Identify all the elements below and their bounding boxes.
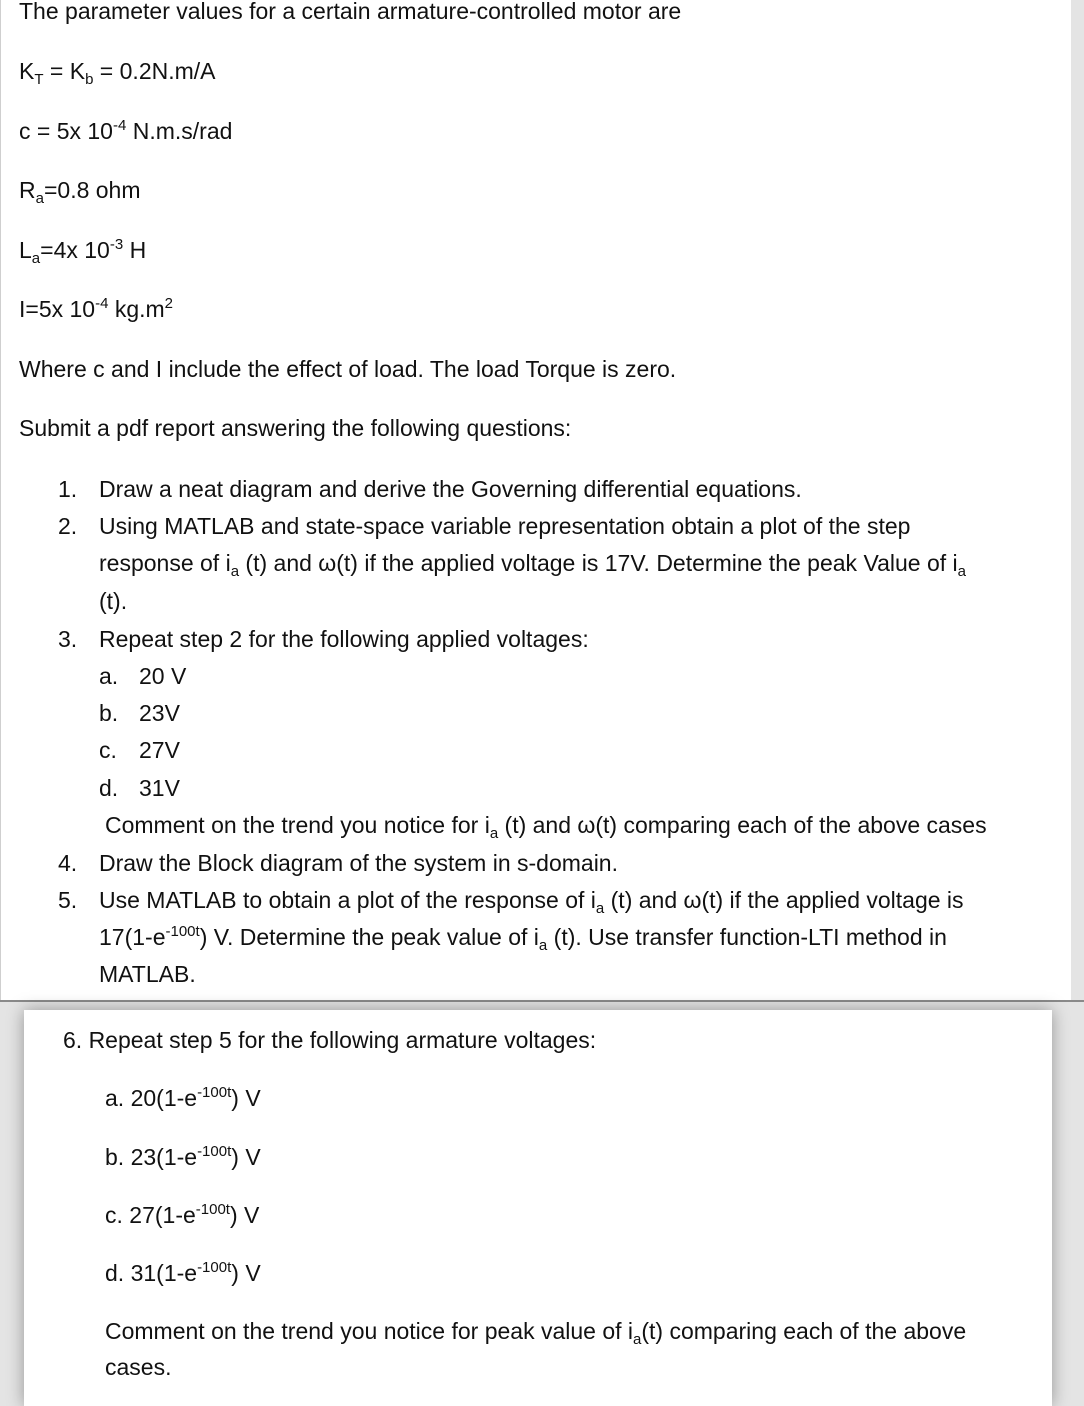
q4-text: Draw the Block diagram of the system in s-domain. [99,850,618,876]
param-c: c = 5x $10^{-4}$ N.m.s/rad [19,117,233,144]
q2-number: 2. [58,513,78,539]
q6-item: c. $27(1-e^{-100t})$ V [105,1201,260,1228]
q6-comment-line2: cases. [105,1354,172,1380]
intro-text: The parameter values for a certain armature-controlled motor are [19,0,682,24]
q3-text: Repeat step 2 for the following applied voltages: [99,626,589,652]
q2-line2: response of $i_a$ (t) and ω(t) if the applied voltage is 17V. Determine the peak Value of $i_a$ [99,550,966,580]
param-la: $L_a=4x$ $10^{-3}$ H [19,236,147,267]
q4-number: 4. [58,850,78,876]
q6-item: a. $20(1-e^{-100t})$ V [105,1084,261,1111]
param-inertia: I=5x $10^{-4}$ $kg.m^2$ [19,295,174,322]
q5-number: 5. [58,887,78,913]
q3-item: b. 23V [99,700,180,726]
q3-item: d. 31V [99,775,180,801]
param-kt-kb: $K_T = K_b = 0.2N.m/A$ [19,58,216,88]
where-text: Where c and I include the effect of load. The load Torque is zero. [19,356,677,382]
q6-comment-line1: Comment on the trend you notice for peak value of $i_a(t)$ comparing each of the above [105,1318,967,1348]
q2-line1: Using MATLAB and state-space variable representation obtain a plot of the step [99,513,911,539]
q6-item: d. $31(1-e^{-100t})$ V [105,1259,261,1286]
q3-comment: Comment on the trend you notice for $i_a$ (t) and ω(t) comparing each of the above cases [105,812,987,842]
page-two [24,1010,1052,1406]
q3-number: 3. [58,626,78,652]
q1-text: Draw a neat diagram and derive the Governing differential equations. [99,476,802,502]
q6-title: 6. Repeat step 5 for the following armature voltages: [63,1027,597,1053]
param-ra: $R_a=0.8$ ohm [19,177,141,207]
q5-line3: MATLAB. [99,961,196,987]
q3-item: a. 20 V [99,663,187,689]
q1-number: 1. [58,476,78,502]
q5-line1: Use MATLAB to obtain a plot of the response of $i_a$ (t) and ω(t) if the applied voltage is [99,887,964,917]
q3-item: c. 27V [99,737,180,763]
q5-line2: $17(1-e^{-100t})$ V. Determine the peak value of $i_a$ (t). Use transfer function-LTI method in [99,923,947,954]
submit-text: Submit a pdf report answering the following questions: [19,415,572,441]
q6-item: b. $23(1-e^{-100t})$ V [105,1143,261,1170]
page-divider [0,1000,1084,1002]
q2-line3: (t). [99,588,128,614]
